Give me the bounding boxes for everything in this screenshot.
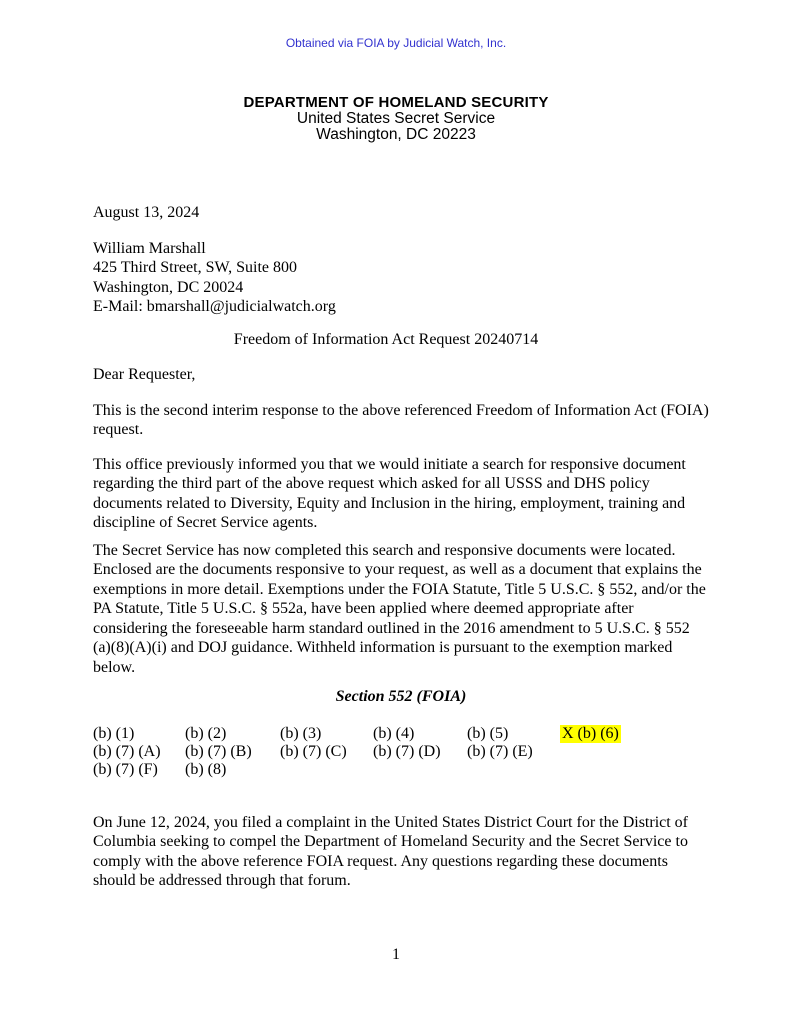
exemption-grid [93,725,621,779]
exemption-cell: (b) (4) [373,724,415,742]
paragraph-search-scope: This office previously informed you that we would initiate a search for responsive document regarding the third part of the above request which asked for all USSS and DHS policy documents related to Diversity, Equity and Inclusion in the hiring, employment, training and discipline of Secret Service agents. [93,455,686,531]
section-heading: Section 552 (FOIA) [335,688,467,705]
paragraph-exemptions-applied: The Secret Service has now completed this search and responsive documents were located. Enclosed are the documents responsive to your request, as well as a document that explains the exemptions in more detail. Exemptions under the FOIA Statute, Title 5 U.S.C. § 552, and/or the PA Statute, Title 5 U.S.C. § 552a, have been applied where deemed appropriate after considering the foreseeable harm standard outlined in the 2016 amendment to 5 U.S.C. § 552 (a)(8)(A)(i) and DOJ guidance. Withheld information is pursuant to the exemption marked below. [93,541,706,676]
recipient-city: Washington, DC 20024 [93,278,244,296]
exemption-row [93,761,621,779]
letterhead-department: DEPARTMENT OF HOMELAND SECURITY [243,94,549,111]
letterhead-agency: United States Secret Service [296,110,496,127]
paragraph-interim-response: This is the second interim response to the above referenced Freedom of Information Act (FOIA) request. [93,401,709,438]
letterhead [0,94,792,142]
letter-body [0,142,792,891]
exemption-row [93,725,621,743]
recipient-street: 425 Third Street, SW, Suite 800 [93,259,297,276]
exemption-cell: (b) (7) (F) [93,760,158,778]
page-number: 1 [392,946,400,963]
exemption-cell: (b) (3) [280,724,322,742]
exemption-cell: (b) (7) (D) [373,742,441,760]
exemption-cell: (b) (7) (A) [93,742,161,760]
letterhead-city: Washington, DC 20223 [316,125,476,143]
exemption-cell: (b) (7) (E) [467,742,533,760]
paragraph-litigation: On June 12, 2024, you filed a complaint in the United States District Court for the District of Columbia seeking to compel the Department of Homeland Security and the Secret Service to comply with the above reference FOIA request. Any questions regarding these documents should be addressed through that forum. [93,813,689,889]
letter-date: August 13, 2024 [93,204,200,221]
exemption-cell: (b) (1) [93,724,135,742]
exemption-cell: (b) (2) [185,724,227,742]
exemption-cell: (b) (7) (C) [280,742,347,760]
subject-line: Freedom of Information Act Request 20240714 [233,330,539,348]
recipient-block [93,239,336,317]
foia-watermark: Obtained via FOIA by Judicial Watch, Inc. [285,36,507,50]
exemption-cell: (b) (5) [467,724,509,742]
exemption-cell-marked: X (b) (6) [562,724,619,742]
exemption-row [93,743,621,761]
recipient-email: E-Mail: bmarshall@judicialwatch.org [93,298,336,315]
exemption-cell: (b) (8) [185,760,227,778]
recipient-name: William Marshall [93,239,206,257]
salutation: Dear Requester, [93,366,196,383]
exemption-cell: (b) (7) (B) [185,742,252,760]
